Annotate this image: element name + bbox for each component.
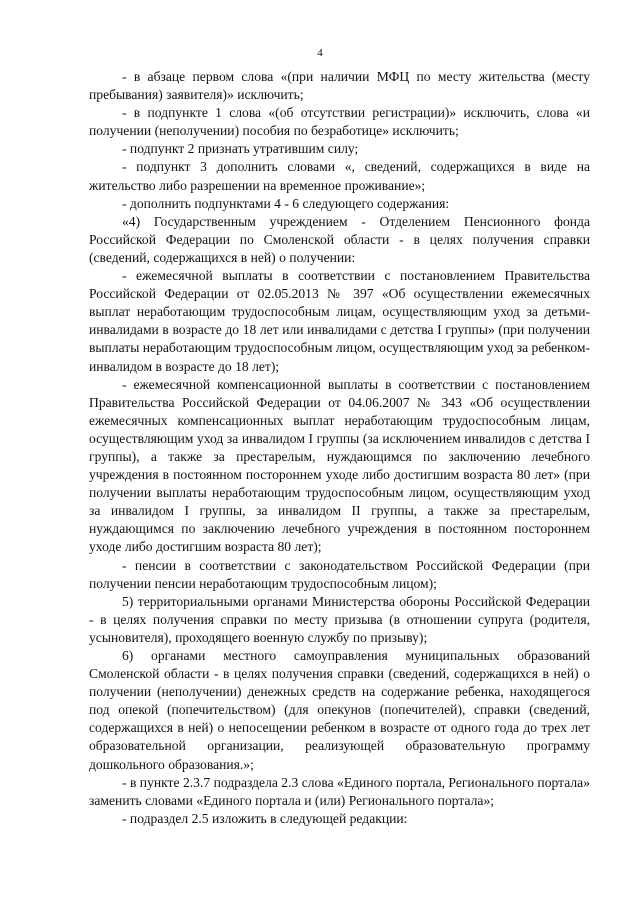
- paragraph-6: «4) Государственным учреждением - Отделением Пенсионного фонда Российской Федерации по Смоленской области - в целях получения справки (сведений, содержащихся в ней) о получении:: [89, 213, 590, 265]
- document-body: [89, 68, 590, 828]
- paragraph-11: 6) органами местного самоуправления муниципальных образований Смоленской области - в целях получения справки (сведений, содержащихся в ней) о получении (неполучении) денежных средств на содержание ребенка, находящегося под опекой (попечительством) (для опекунов (попечителей), справки (сведений, содержащихся в ней) о непосещении ребенком в возрасте от одного года до трех лет образовательной организации, реализующей образовательную программу дошкольного образования.»;: [89, 648, 590, 772]
- paragraph-1: - в абзаце первом слова «(при наличии МФЦ по месту жительства (месту пребывания) заявителя)» исключить;: [89, 69, 590, 103]
- paragraph-9: - пенсии в соответствии с законодательством Российской Федерации (при получении пенсии неработающим трудоспособным лицом);: [89, 557, 590, 591]
- paragraph-5: - дополнить подпунктами 4 - 6 следующего содержания:: [122, 195, 450, 211]
- page-number: 4: [317, 47, 323, 59]
- paragraph-13: - подраздел 2.5 изложить в следующей редакции:: [122, 810, 408, 826]
- paragraph-3: - подпункт 2 признать утратившим силу;: [122, 141, 359, 157]
- paragraph-8: - ежемесячной компенсационной выплаты в соответствии с постановлением Правительства Российской Федерации от 04.06.2007 № 343 «Об осуществлении ежемесячных компенсационных выплат неработающим трудоспособным лицам, осуществляющим уход за инвалидом I группы (за исключением инвалидов с детства I группы), а также за престарелым, нуждающимся по заключению лечебного учреждения в постоянном постороннем уходе либо достигшим возраста 80 лет» (при получении выплаты неработающим трудоспособным лицом, осуществляющим уход за инвалидом I группы, за инвалидом II группы, а также за престарелым, нуждающимся по заключению лечебного учреждения в постоянном постороннем уходе либо достигшим возраста 80 лет);: [89, 376, 590, 555]
- paragraph-7: - ежемесячной выплаты в соответствии с постановлением Правительства Российской Федерации от 02.05.2013 № 397 «Об осуществлении ежемесячных выплат неработающим трудоспособным лицам, осуществляющим уход за детьми-инвалидами в возрасте до 18 лет или инвалидами с детства I группы» (при получении выплаты неработающим трудоспособным лицом, осуществляющим уход за ребенком-инвалидом в возрасте до 18 лет);: [89, 268, 590, 374]
- paragraph-2: - в подпункте 1 слова «(об отсутствии регистрации)» исключить, слова «и получении (неполучении) пособия по безработице» исключить;: [89, 105, 590, 139]
- paragraph-10: 5) территориальными органами Министерства обороны Российской Федерации - в целях получения справки по месту призыва (в отношении супруга (родителя, усыновителя), проходящего военную службу по призыву);: [89, 593, 590, 645]
- paragraph-12: - в пункте 2.3.7 подраздела 2.3 слова «Единого портала, Регионального портала» заменить словами «Единого портала и (или) Регионального портала»;: [89, 774, 590, 808]
- paragraph-4: - подпункт 3 дополнить словами «, сведений, содержащихся в виде на жительство либо разрешении на временное проживание»;: [89, 159, 590, 193]
